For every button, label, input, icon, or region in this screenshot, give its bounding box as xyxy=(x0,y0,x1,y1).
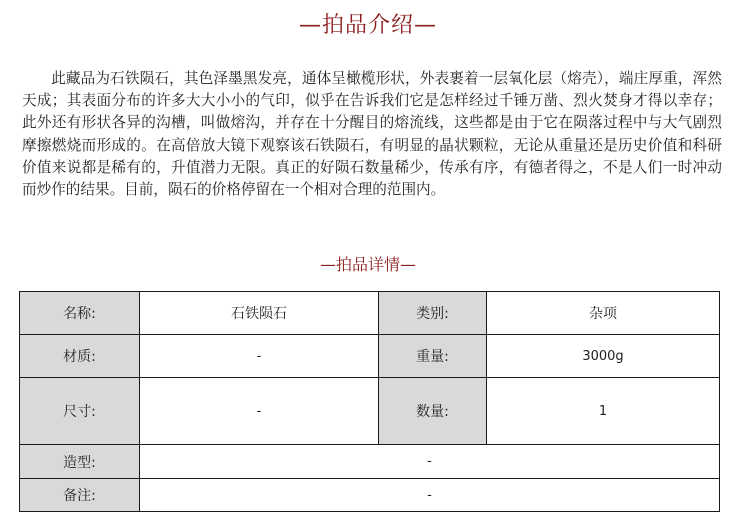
quantity-label: 数量: xyxy=(379,378,487,445)
shape-value: - xyxy=(140,445,720,479)
details-title: —拍品详情— xyxy=(319,255,416,274)
table-row xyxy=(20,335,720,378)
category-label: 类别: xyxy=(379,292,487,335)
table-row xyxy=(20,378,720,445)
weight-label: 重量: xyxy=(379,335,487,378)
quantity-value: 1 xyxy=(487,378,720,445)
material-value: - xyxy=(140,335,379,378)
table-row xyxy=(20,479,720,512)
category-value: 杂项 xyxy=(487,292,720,335)
remark-value: - xyxy=(140,479,720,512)
remark-label: 备注: xyxy=(20,479,140,512)
name-value: 石铁陨石 xyxy=(140,292,379,335)
lot-introduction: 此藏品为石铁陨石，其色泽墨黑发亮，通体呈橄榄形状，外表裹着一层氧化层（熔壳），端庄厚重，浑然天成；其表面分布的许多大大小小的气印，似乎在告诉我们它是怎样经过千锤万凿、烈火焚身才得以幸存；此外还有形状各异的沟槽，叫做熔沟，并存在十分醒目的熔流线，这些都是由于它在陨落过程中与大气剧烈摩擦燃烧而形成的。在高倍放大镜下观察该石铁陨石，有明显的晶状颗粒，无论从重量还是历史价值和科研价值来说都是稀有的，升值潜力无限。真正的好陨石数量稀少，传承有序，有德者得之，不是人们一时冲动而炒作的结果。目前，陨石的价格停留在一个相对合理的范围内。 xyxy=(22,70,722,199)
material-label: 材质: xyxy=(20,335,140,378)
table-row xyxy=(20,445,720,479)
size-value: - xyxy=(140,378,379,445)
size-label: 尺寸: xyxy=(20,378,140,445)
shape-label: 造型: xyxy=(20,445,140,479)
name-label: 名称: xyxy=(20,292,140,335)
table-row xyxy=(20,292,720,335)
page-title: —拍品介绍— xyxy=(298,13,437,38)
weight-value: 3000g xyxy=(487,335,720,378)
lot-details-table xyxy=(19,291,720,512)
